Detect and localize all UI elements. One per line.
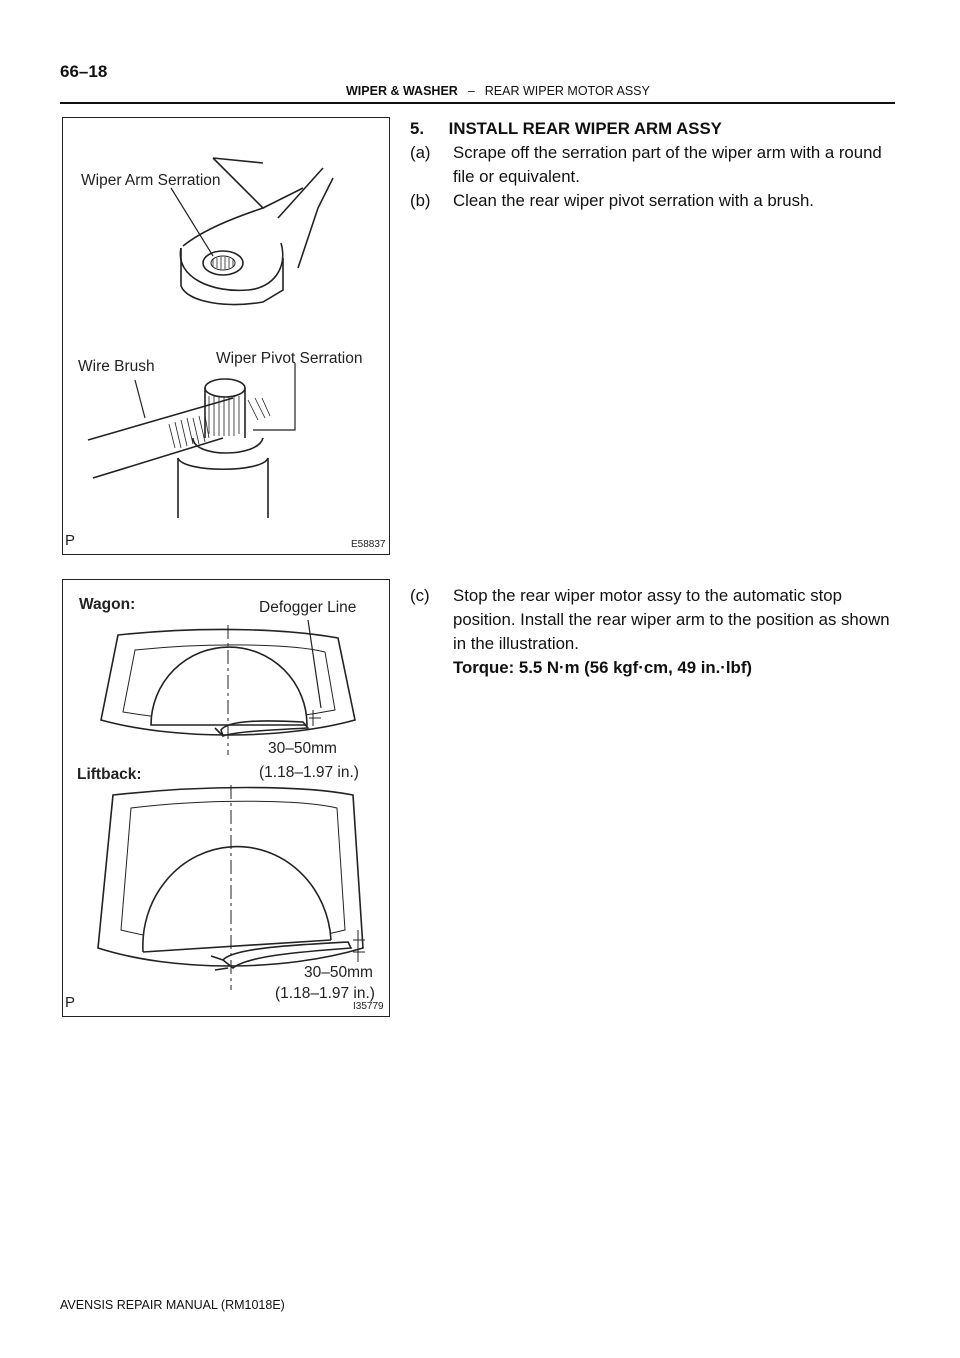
- label-wiper-pivot-serration: Wiper Pivot Serration: [216, 350, 363, 367]
- header-subsection: REAR WIPER MOTOR ASSY: [484, 84, 650, 98]
- liftback-dimension-in: (1.18–1.97 in.): [275, 985, 375, 1002]
- label-liftback: Liftback:: [77, 766, 142, 783]
- instruction-item: [410, 584, 900, 680]
- item-text: Clean the rear wiper pivot serration with a brush.: [453, 191, 814, 210]
- footer: AVENSIS REPAIR MANUAL (RM1018E): [60, 1298, 285, 1312]
- label-wiper-arm-serration: Wiper Arm Serration: [81, 172, 221, 189]
- header-separator: –: [467, 84, 475, 98]
- running-header: [346, 84, 650, 98]
- wagon-dimension-mm: 30–50mm: [268, 740, 337, 757]
- label-wagon: Wagon:: [79, 596, 136, 613]
- figure-wiper-serration: [62, 117, 390, 555]
- figure-wiper-arm-position: [62, 579, 390, 1017]
- figure-id: I35779: [353, 1001, 384, 1012]
- step-title: INSTALL REAR WIPER ARM ASSY: [448, 119, 722, 138]
- wagon-dimension-in: (1.18–1.97 in.): [259, 764, 359, 781]
- instruction-item: [410, 189, 900, 213]
- step-heading: [410, 117, 722, 141]
- arm-position-illustration: [63, 580, 389, 1016]
- header-section: WIPER & WASHER: [346, 84, 458, 98]
- item-label: (a): [410, 143, 431, 162]
- instruction-item: [410, 141, 900, 189]
- header-rule: [60, 102, 895, 104]
- liftback-dimension-mm: 30–50mm: [304, 964, 373, 981]
- item-label: (c): [410, 586, 430, 605]
- figure-corner-p: P: [65, 532, 76, 549]
- page-number: 66–18: [60, 62, 108, 81]
- label-wire-brush: Wire Brush: [78, 358, 155, 375]
- item-text: Scrape off the serration part of the wiper arm with a round file or equivalent.: [453, 143, 882, 186]
- item-text: Stop the rear wiper motor assy to the automatic stop position. Install the rear wiper arm to the position as shown in the illustration.: [453, 586, 890, 653]
- step-number: 5.: [410, 119, 424, 138]
- figure-id: E58837: [351, 539, 386, 550]
- item-label: (b): [410, 191, 431, 210]
- figure-corner-p: P: [65, 994, 76, 1011]
- torque-spec: Torque: 5.5 N·m (56 kgf·cm, 49 in.·lbf): [453, 658, 752, 677]
- label-defogger-line: Defogger Line: [259, 599, 357, 616]
